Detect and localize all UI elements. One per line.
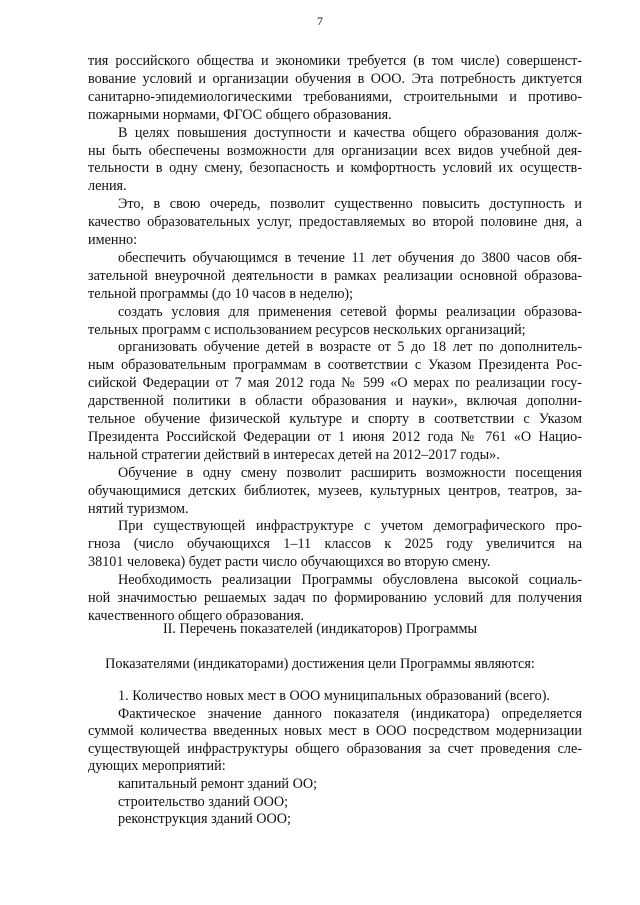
text-line: тельное обучение физической культуре и спорту в соответствии с Указом xyxy=(88,411,582,427)
text-line: Необходимость реализации Программы обусловлена высокой социаль- xyxy=(118,572,582,589)
text-line: реконструкция зданий ООО; xyxy=(118,811,291,828)
text-line: Обучение в одну смену позволит расширить возможности посещения xyxy=(118,464,582,481)
text-line: нятий туризмом. xyxy=(88,500,189,517)
text-line: 1. Количество новых мест в ООО муниципальных образований (всего). xyxy=(118,688,550,704)
text-line: ным образовательным программам в соответствии с Указом Президента Рос- xyxy=(88,357,582,374)
text-line: качество образовательных услуг, предоставляемых во второй половине дня, а xyxy=(88,214,582,231)
text-line: качественного общего образования. xyxy=(88,607,305,624)
text-line: санитарно-эпидемиологическими требованиями, строительными и противо- xyxy=(88,88,582,105)
text-line: ной значимостью решаемых задач по формированию условий для получения xyxy=(88,590,582,606)
page-number: 7 xyxy=(317,14,323,28)
text-line: тельности в одну смену, безопасность и комфортность условий их осуществ- xyxy=(88,160,582,177)
text-line: Президента Российской Федерации от 1 июня 2012 года № 761 «О Нацио- xyxy=(88,428,582,445)
text-line: обучающимися детских библиотек, музеев, культурных центров, театров, за- xyxy=(88,482,582,499)
text-line: Фактическое значение данного показателя (индикатора) определяется xyxy=(118,705,582,722)
text-line: зательной внеурочной деятельности в рамках реализации основной образова- xyxy=(88,267,582,284)
text-line: капитальный ремонт зданий ОО; xyxy=(118,776,318,792)
text-line: При существующей инфраструктуре с учетом демографического про- xyxy=(118,518,582,535)
text-line: пожарными нормами, ФГОС общего образования. xyxy=(88,106,392,123)
text-line: 38101 человека) будет расти число обучающихся во вторую смену. xyxy=(88,554,491,571)
text-line: организовать обучение детей в возрасте от 5 до 18 лет по дополнитель- xyxy=(118,339,582,356)
text-line: обеспечить обучающимся в течение 11 лет обучения до 3800 часов обя- xyxy=(118,249,582,266)
text-line: ны быть обеспечены возможности для организации всех видов учебной дея- xyxy=(88,142,582,159)
text-line: нальной стратегии действий в интересах детей на 2012–2017 годы». xyxy=(88,446,500,463)
section-heading: II. Перечень показателей (индикаторов) Программы xyxy=(162,621,478,637)
text-line: ления. xyxy=(88,178,127,195)
text-line: дующих мероприятий: xyxy=(88,758,226,775)
text-line: гноза (число обучающихся 1–11 классов к 2025 году увеличится на xyxy=(88,536,582,553)
text-line: В целях повышения доступности и качества общего образования долж- xyxy=(118,124,582,141)
text-line: суммой количества введенных новых мест в ООО посредством модернизации xyxy=(88,723,582,740)
text-line: дарственной политики в области образования и науки», включая дополни- xyxy=(88,393,582,410)
text-line: тия российского общества и экономики требуется (в том числе) совершенст- xyxy=(88,53,582,69)
text-line: именно: xyxy=(88,232,138,248)
text-line: тельных программ с использованием ресурсов нескольких организаций; xyxy=(88,321,526,338)
text-line: строительство зданий ООО; xyxy=(118,793,289,810)
text-line: Это, в свою очередь, позволит существенно повысить доступность и xyxy=(118,196,582,213)
text-line: создать условия для применения сетевой формы реализации образова- xyxy=(118,303,582,320)
text-line: вование условий и организации обучения в ООО. Эта потребность диктуется xyxy=(88,70,582,87)
text-line: существующей инфраструктуры общего образования за счет проведения сле- xyxy=(88,740,582,757)
text-line: тельной программы (до 10 часов в неделю); xyxy=(88,285,354,302)
text-line: сийской Федерации от 7 мая 2012 года № 599 «О мерах по реализации госу- xyxy=(88,375,582,392)
indicators-intro: Показателями (индикаторами) достижения цели Программы являются: xyxy=(105,656,535,672)
